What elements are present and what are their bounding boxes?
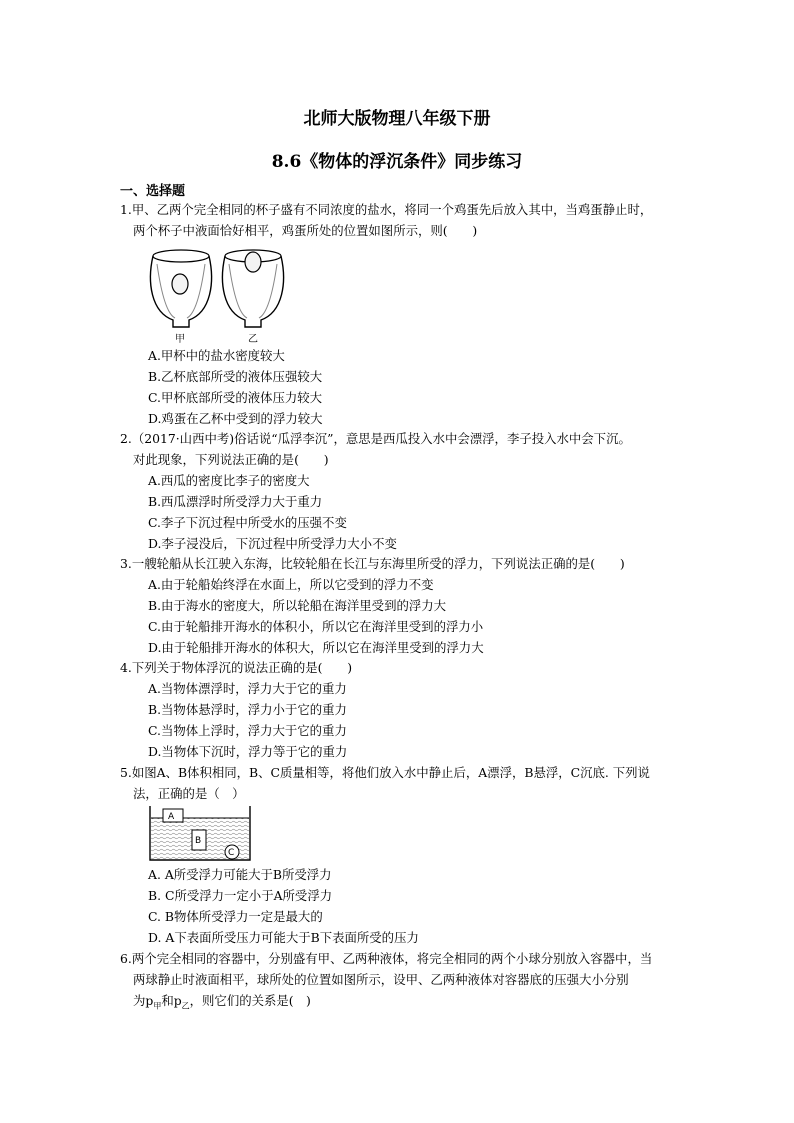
question-2-stem-line1: 2.（2017·山西中考)俗话说“瓜浮李沉”，意思是西瓜投入水中会漂浮，李子投入水中会下沉。	[120, 431, 631, 446]
option-a: A.由于轮船始终浮在水面上，所以它受到的浮力不变	[148, 577, 434, 592]
question-3	[120, 553, 705, 658]
option-d: D.鸡蛋在乙杯中受到的浮力较大	[148, 411, 323, 426]
option-d: D.当物体下沉时，浮力等于它的重力	[148, 744, 348, 759]
question-6-stem-line1: 6.两个完全相同的容器中，分别盛有甲、乙两种液体，将完全相同的两个小球分别放入容器中，当	[120, 951, 653, 966]
question-2	[120, 428, 705, 554]
p-jia-subscript: 甲	[153, 1001, 162, 1011]
block-b-label: B	[195, 836, 202, 846]
question-1-stem-line1: 1.甲、乙两个完全相同的杯子盛有不同浓度的盐水，将同一个鸡蛋先后放入其中，当鸡蛋静止时，	[120, 202, 653, 217]
cup-yi	[222, 250, 283, 327]
option-c: C.甲杯底部所受的液体压力较大	[148, 390, 323, 405]
question-1-stem-line2: 两个杯子中液面恰好相平，鸡蛋所处的位置如图所示，则( )	[133, 223, 478, 238]
question-3-stem: 3.一艘轮船从长江驶入东海，比较轮船在长江与东海里所受的浮力，下列说法正确的是( )	[120, 556, 625, 571]
option-a: A.当物体漂浮时，浮力大于它的重力	[148, 681, 347, 696]
question-1-stem	[120, 199, 705, 241]
question-6-stem-line3	[133, 993, 311, 1011]
figure-label-jia: 甲	[175, 334, 185, 345]
option-c: C. B物体所受浮力一定是最大的	[148, 909, 323, 924]
p-jia-text: 为p	[133, 993, 154, 1008]
option-d: D.李子浸没后，下沉过程中所受浮力大小不变	[148, 536, 397, 551]
option-b: B. C所受浮力一定小于A所受浮力	[148, 888, 333, 903]
page-subtitle: 8.6《物体的浮沉条件》同步练习	[271, 152, 523, 172]
option-a: A. A所受浮力可能大于B所受浮力	[148, 867, 332, 882]
question-6	[120, 948, 705, 1016]
p-yi-subscript: 乙	[181, 1001, 190, 1011]
option-b: B.当物体悬浮时，浮力小于它的重力	[148, 702, 347, 717]
question-5-stem-line2: 法，正确的是（ ）	[133, 786, 245, 801]
question-1	[120, 199, 705, 241]
option-b: B.西瓜漂浮时所受浮力大于重力	[148, 494, 323, 509]
option-b: B.由于海水的密度大，所以轮船在海洋里受到的浮力大	[148, 598, 447, 613]
egg-jia	[172, 274, 188, 294]
question-5-options	[120, 864, 705, 948]
block-a-label: A	[168, 812, 175, 822]
ball-c-label: C	[228, 848, 235, 858]
egg-yi	[245, 252, 261, 272]
question-5-stem	[120, 762, 705, 804]
question-4	[120, 657, 705, 762]
question-6-tail: ，则它们的关系是( )	[189, 993, 311, 1008]
question-1-options	[120, 345, 705, 429]
question-6-stem-line2: 两球静止时液面相平，球所处的位置如图所示，设甲、乙两种液体对容器底的压强大小分别	[133, 972, 629, 987]
question-5-stem-line1: 5.如图A、B体积相同，B、C质量相等，将他们放入水中静止后，A漂浮，B悬浮，C沉底. 下列说	[120, 765, 650, 780]
p-yi-text: 和p	[161, 993, 182, 1008]
figure-label-yi: 乙	[248, 334, 258, 345]
blocks-in-water-figure	[148, 804, 252, 862]
option-c: C.李子下沉过程中所受水的压强不变	[148, 515, 347, 530]
option-c: C.当物体上浮时，浮力大于它的重力	[148, 723, 347, 738]
question-4-stem: 4.下列关于物体浮沉的说法正确的是( )	[120, 660, 353, 675]
egg-cups-figure	[145, 242, 285, 346]
question-2-stem-line2: 对此现象，下列说法正确的是( )	[133, 452, 329, 467]
option-d: D. A下表面所受压力可能大于B下表面所受的压力	[148, 930, 419, 945]
option-c: C.由于轮船排开海水的体积小，所以它在海洋里受到的浮力小	[148, 619, 484, 634]
option-a: A.西瓜的密度比李子的密度大	[148, 473, 310, 488]
section-heading: 一、选择题	[120, 184, 186, 199]
page-title: 北师大版物理八年级下册	[303, 109, 491, 129]
question-6-stem	[120, 948, 705, 1016]
cup-jia	[150, 250, 211, 327]
option-b: B.乙杯底部所受的液体压强较大	[148, 369, 323, 384]
option-a: A.甲杯中的盐水密度较大	[148, 348, 285, 363]
option-d: D.由于轮船排开海水的体积大，所以它在海洋里受到的浮力大	[148, 640, 484, 655]
question-2-stem	[120, 428, 705, 470]
question-5	[120, 762, 705, 804]
